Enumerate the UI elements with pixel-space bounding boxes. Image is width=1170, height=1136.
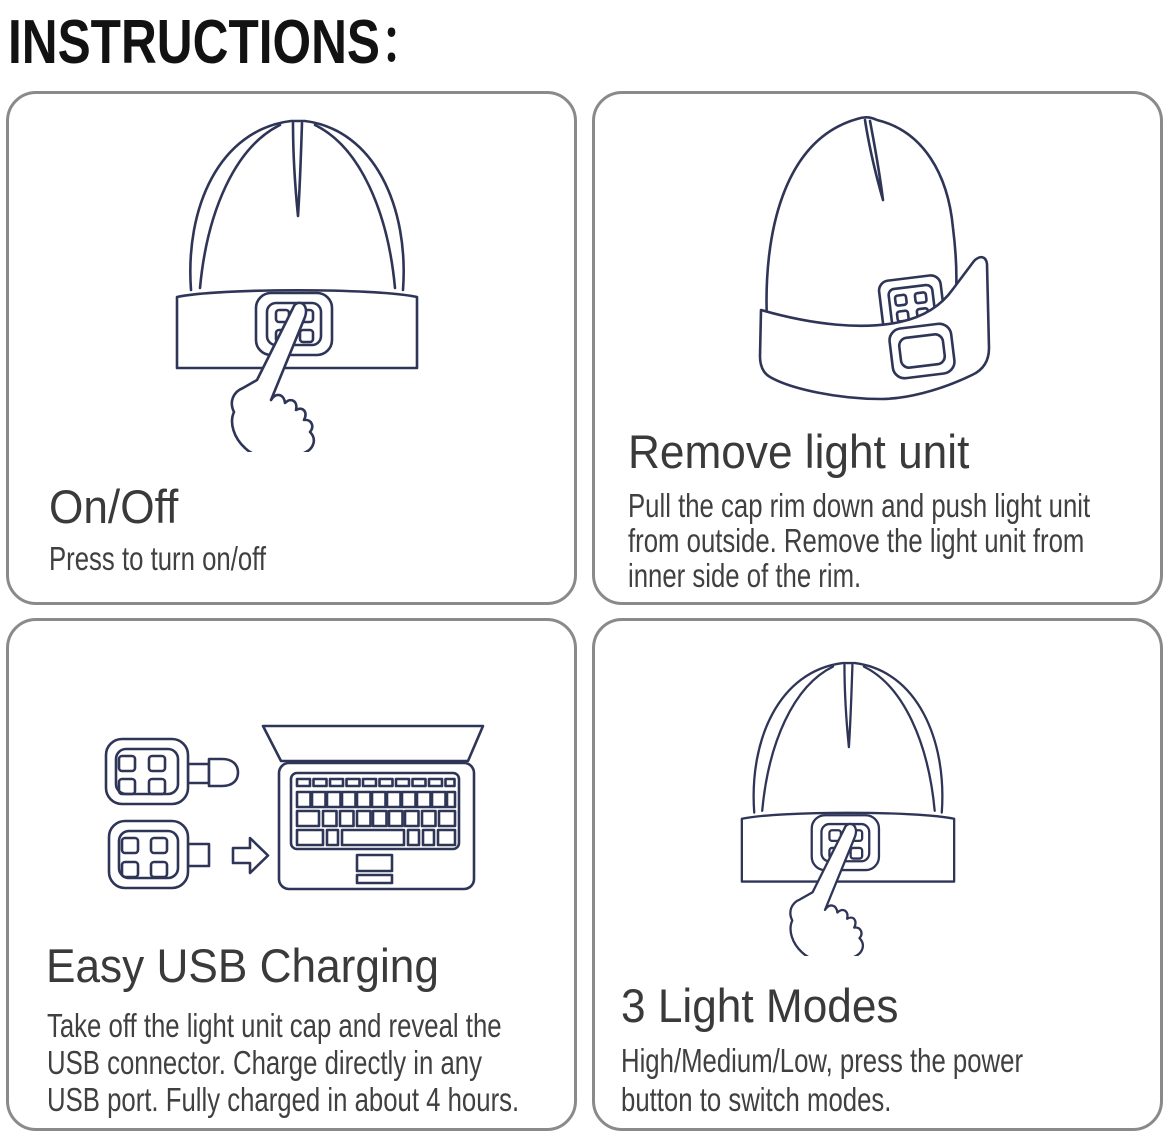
body-line: High/Medium/Low, press the power [621,1042,1024,1079]
panel-body [621,1041,1023,1119]
body-line: USB connector. Charge directly in any [47,1044,482,1081]
panel-heading: On/Off [49,480,179,533]
beanie-front-press-illustration [733,655,963,956]
panel-body [49,540,266,577]
page-title: INSTRUCTIONS： [8,8,430,77]
panel-body [47,1007,519,1118]
body-line: button to switch modes. [621,1081,892,1118]
panel-body [628,488,1090,593]
body-line: Pull the cap rim down and push light unit [628,487,1091,524]
panel-easy-usb-charging [6,618,577,1131]
panel-remove-light-unit [592,91,1163,605]
panel-on-off [6,91,577,605]
panel-heading: 3 Light Modes [621,979,899,1032]
body-line: Take off the light unit cap and reveal the [47,1007,502,1044]
body-line: inner side of the rim. [628,557,862,594]
beanie-front-press-illustration [167,112,427,452]
panel-three-light-modes [592,618,1163,1131]
panel-heading: Remove light unit [628,425,970,478]
panel-heading: Easy USB Charging [46,939,439,992]
body-line: USB port. Fully charged in about 4 hours. [47,1081,520,1118]
arrow-right-icon [233,838,268,873]
body-line: Press to turn on/off [49,540,267,577]
usb-charging-illustration [92,717,492,902]
beanie-side-light-unit-illustration [753,110,1003,410]
body-line: from outside. Remove the light unit from [628,522,1085,559]
